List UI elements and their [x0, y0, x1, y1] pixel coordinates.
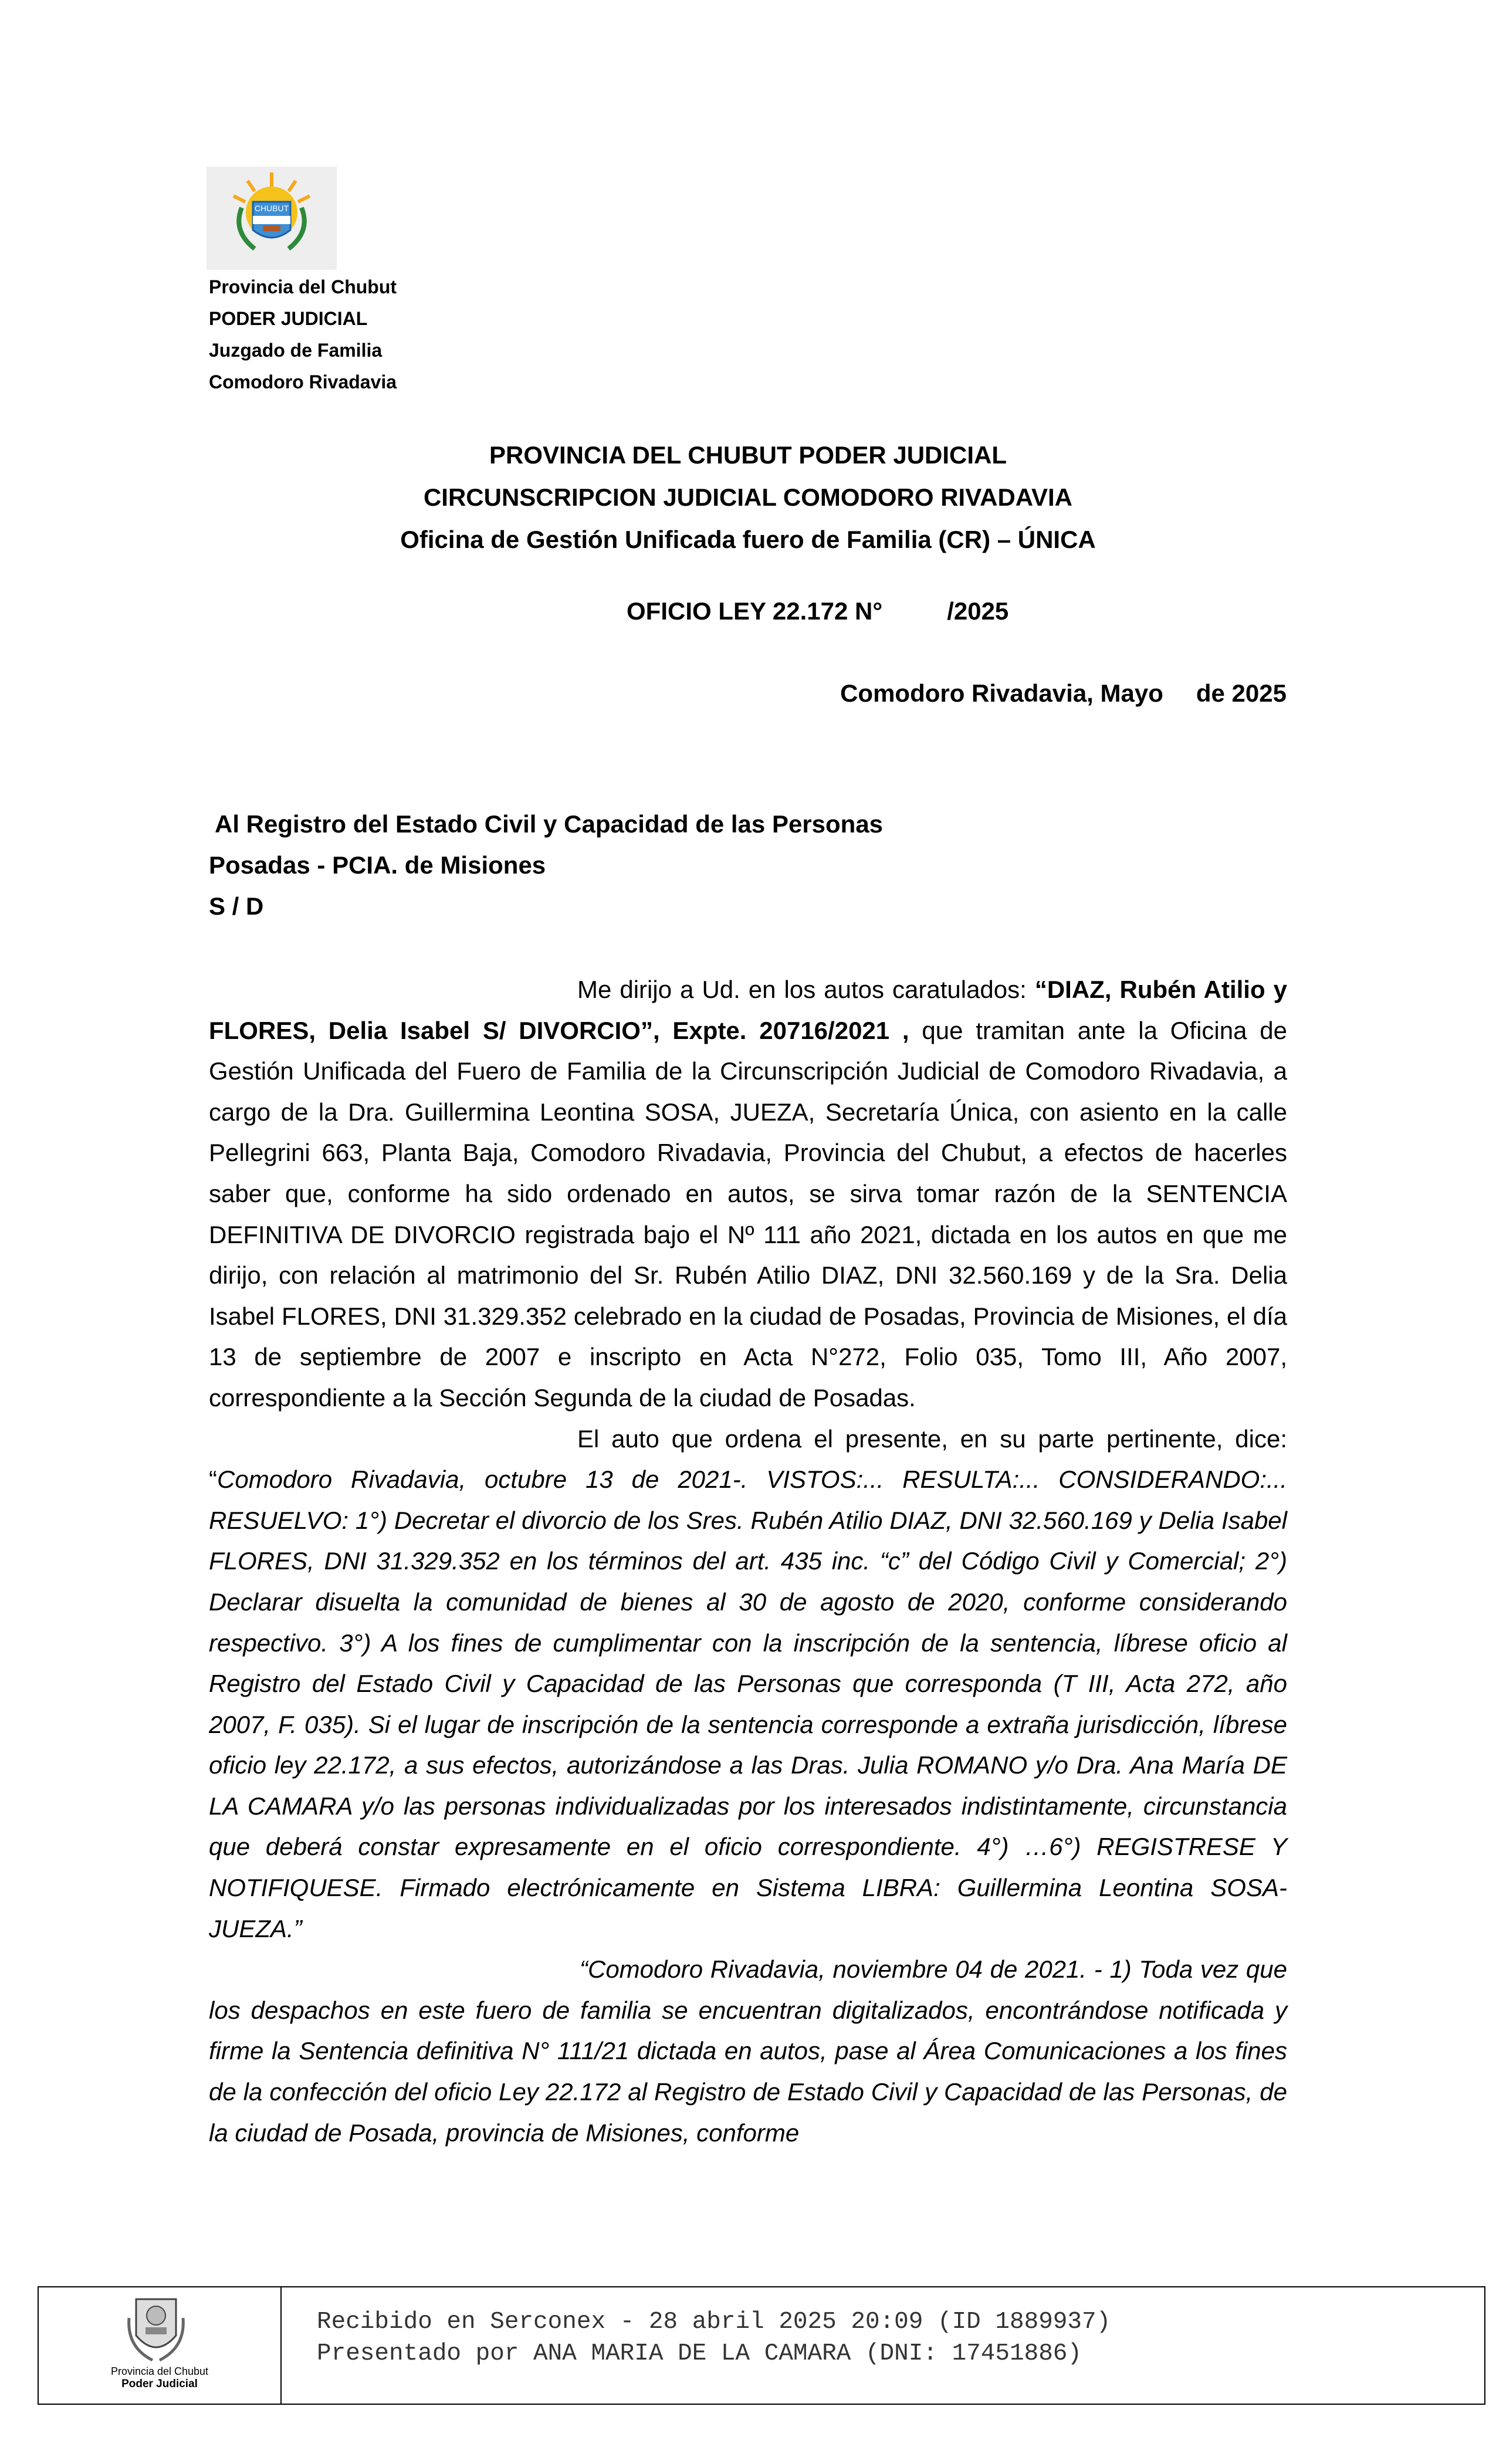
heading-line: Oficina de Gestión Unificada fuero de Familia (CR) – ÚNICA: [400, 526, 1096, 553]
poder-judicial-seal-icon: [124, 2294, 188, 2364]
oficio-prefix: OFICIO LEY 22.172 N°: [627, 597, 883, 625]
chubut-coat-of-arms-icon: [207, 167, 337, 270]
body-text: El auto que ordena el presente, en su parte pertinente, dice: “: [209, 1424, 1287, 1494]
seal-caption: [39, 2365, 280, 2391]
heading-line: PROVINCIA DEL CHUBUT PODER JUDICIAL: [489, 441, 1007, 469]
institution-line: PODER JUDICIAL: [209, 308, 368, 329]
oficio-suffix: /2025: [947, 597, 1009, 625]
submission-info: [317, 2306, 1111, 2370]
court-order-quote: Comodoro Rivadavia, octubre 13 de 2021-. VISTOS:... RESULTA:... CONSIDERANDO:... RESUELVO: 1°) Decretar el divorcio de los Sres. Rubén Atilio DIAZ, DNI 32.560.169 y Delia Isabel FLORES, DNI 31.329.352 en los términos del art. 435 inc. “c” del Código Civil y Comercial; 2°) Declarar disuelta la comunidad de bienes al 30 de agosto de 2020, conforme considerando respectivo. 3°) A los fines de cumplimentar con la inscripción de la sentencia, líbrese oficio al Registro del Estado Civil y Capacidad de las Personas que corresponda (T III, Acta 272, año 2007, F. 035). Si el lugar de inscripción de la sentencia corresponde a extraña jurisdicción, líbrese oficio ley 22.172, a sus efectos, autorizándose a las Dras. Julia ROMANO y/o Dra. Ana María DE LA CAMARA y/o las personas individualizadas por los interesados indistintamente, circunstancia que deberá constar expresamente en el oficio correspondiente. 4°) …6°) REGISTRESE Y NOTIFIQUESE. Firmado electrónicamente en Sistema LIBRA: Guillermina Leontina SOSA- JUEZA.”: [209, 1465, 1287, 1942]
body-text: Me dirijo a Ud. en los autos caratulados:: [577, 976, 1035, 1003]
addressee-line: Posadas - PCIA. de Misiones: [209, 851, 546, 879]
footer-seal: [39, 2287, 282, 2404]
addressee-line: S / D: [209, 892, 264, 920]
svg-text:CHUBUT: CHUBUT: [254, 204, 289, 213]
body-paragraph: [209, 1949, 1287, 2153]
place-date-suffix: de 2025: [1196, 679, 1287, 707]
addressee-block: [209, 804, 883, 927]
received-line: Recibido en Serconex - 28 abril 2025 20:09 (ID 1889937): [317, 2309, 1111, 2336]
addressee-line: Al Registro del Estado Civil y Capacidad de las Personas: [215, 810, 884, 838]
institution-line: Provincia del Chubut: [209, 276, 397, 297]
court-order-quote: “Comodoro Rivadavia, noviembre 04 de 2021. - 1) Toda vez que los despachos en este fuero de familia se encuentran digitalizados, encontrándose notificada y firme la Sentencia definitiva N° 111/21 dictada en autos, pase al Área Comunicaciones a los fines de la confección del oficio Ley 22.172 al Registro de Estado Civil y Capacidad de las Personas, de la ciudad de Posada, provincia de Misiones, conforme: [209, 1955, 1287, 2147]
document-body: [209, 969, 1287, 2153]
case-caption: “DIAZ, Rubén Atilio y FLORES, Delia Isabel S/ DIVORCIO”, Expte. 20716/2021 ,: [209, 976, 1287, 1044]
seal-line: Provincia del Chubut: [110, 2365, 209, 2377]
oficio-number: [627, 597, 1008, 625]
institution-block: [209, 271, 397, 398]
chubut-logo: [207, 167, 337, 270]
body-text: que tramitan ante la Oficina de Gestión Unificada del Fuero de Familia de la Circunscripción Judicial de Comodoro Rivadavia, a cargo de la Dra. Guillermina Leontina SOSA, JUEZA, Secretaría Única, con asiento en la calle Pellegrini 663, Planta Baja, Comodoro Rivadavia, Provincia del Chubut, a efectos de hacerles saber que, conforme ha sido ordenado en autos, se sirva tomar razón de la SENTENCIA DEFINITIVA DE DIVORCIO registrada bajo el Nº 111 año 2021, dictada en los autos en que me dirijo, con relación al matrimonio del Sr. Rubén Atilio DIAZ, DNI 32.560.169 y de la Sra. Delia Isabel FLORES, DNI 31.329.352 celebrado en la ciudad de Posadas, Provincia de Misiones, el día 13 de septiembre de 2007 e inscripto en Acta N°272, Folio 035, Tomo III, Año 2007, correspondiente a la Sección Segunda de la ciudad de Posadas.: [209, 1016, 1287, 1412]
seal-line: Poder Judicial: [121, 2378, 198, 2390]
place-date: [840, 679, 1287, 708]
institution-line: Juzgado de Familia: [209, 340, 383, 361]
body-paragraph: [209, 969, 1287, 1419]
body-paragraph: [209, 1419, 1287, 1949]
institution-line: Comodoro Rivadavia: [209, 371, 397, 392]
presented-line: Presentado por ANA MARIA DE LA CAMARA (DNI: 17451886): [317, 2340, 1082, 2367]
submission-footer: [38, 2286, 1485, 2405]
document-heading: [0, 434, 1496, 561]
heading-line: CIRCUNSCRIPCION JUDICIAL COMODORO RIVADAVIA: [423, 483, 1073, 511]
place-date-prefix: Comodoro Rivadavia, Mayo: [840, 679, 1163, 707]
